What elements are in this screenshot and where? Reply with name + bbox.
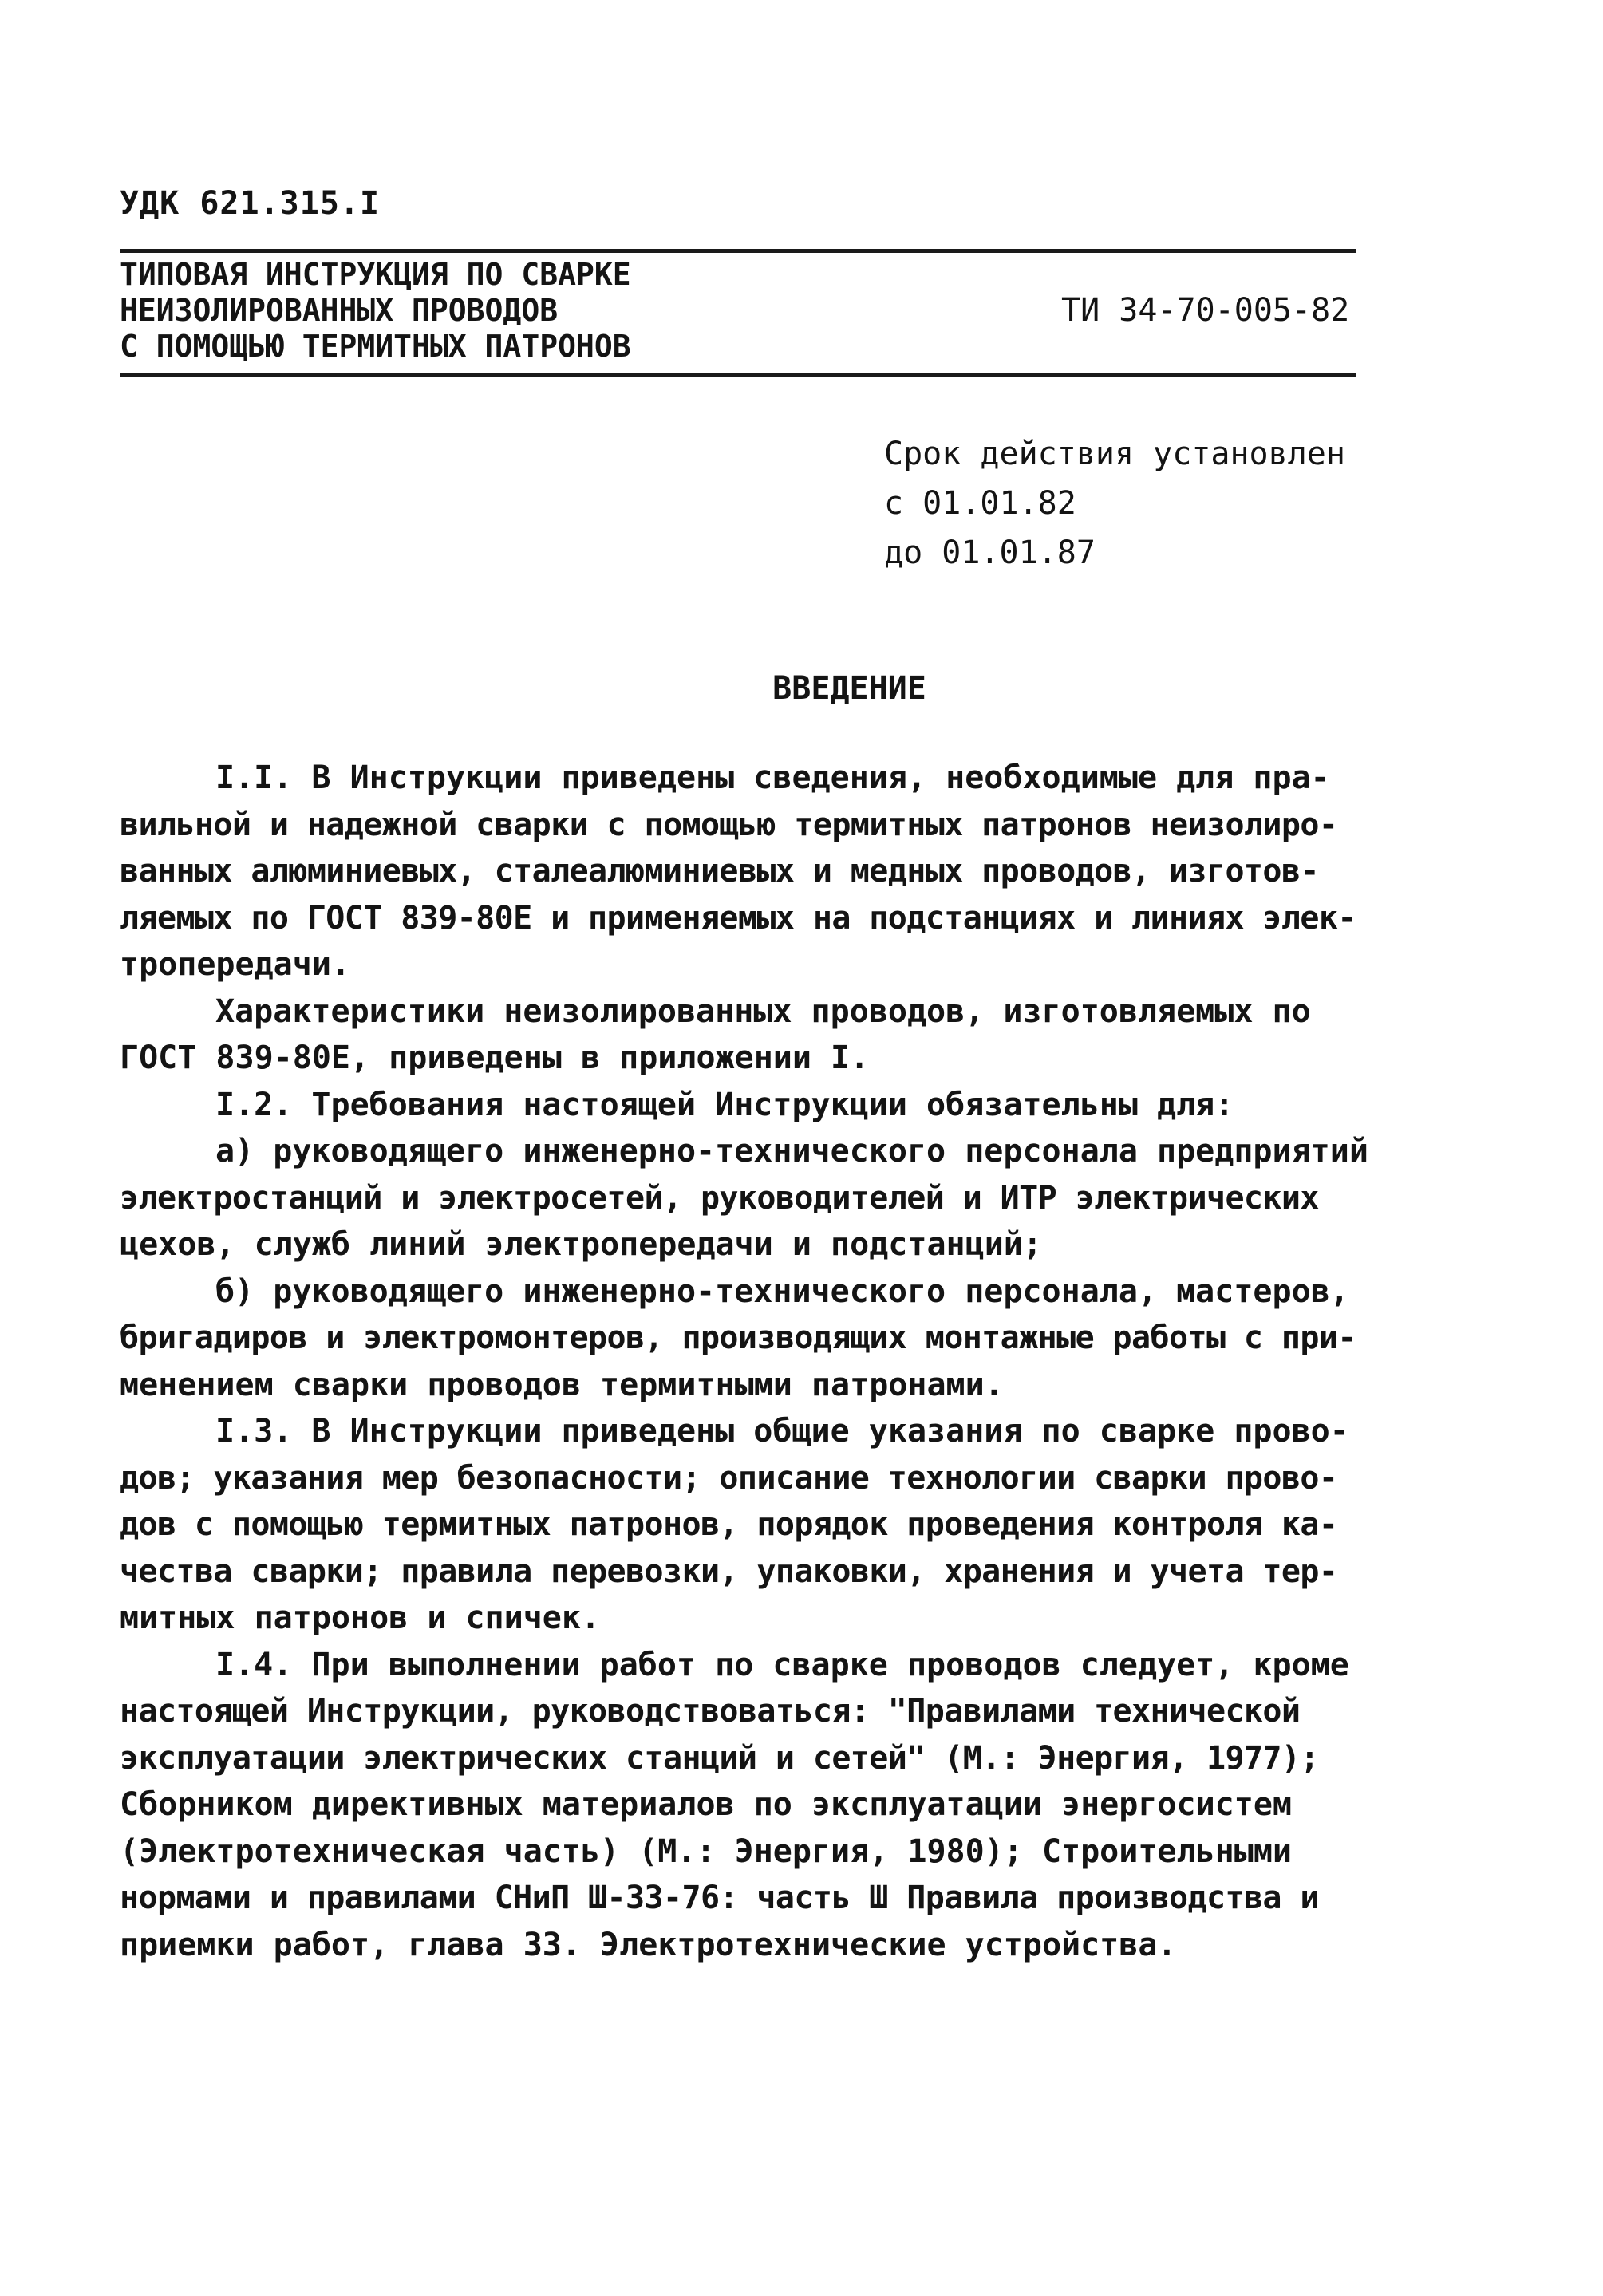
header-rule-top [120,249,1356,253]
body-line: Характеристики неизолированных проводов, изготовляемых по [215,992,1311,1030]
body-line: ляемых по ГОСТ 839-80Е и применяемых на подстанциях и линиях элек- [120,899,1356,937]
body-line: митных патронов и спичек. [120,1600,601,1636]
title-line: С ПОМОЩЬЮ ТЕРМИТНЫХ ПАТРОНОВ [120,329,631,364]
document-title [120,257,631,365]
body-line: Сборником директивных материалов по эксплуатации энергосистем [120,1786,1293,1823]
body-line: I.I. В Инструкции приведены сведения, необходимые для пра- [215,759,1330,796]
body-line: I.2. Требования настоящей Инструкции обязательны для: [215,1086,1234,1123]
body-line: ванных алюминиевых, сталеалюминиевых и медных проводов, изготов- [120,853,1319,890]
body-line: приемки работ, глава 33. Электротехнические устройства. [120,1926,1177,1963]
validity-line: с 01.01.82 [884,485,1076,522]
body-line: а) руководящего инженерно-технического персонала предприятий [215,1133,1368,1170]
validity-line: Срок действия установлен [884,436,1345,472]
body-line: (Электротехническая часть) (М.: Энергия, 1980); Строительными [120,1832,1293,1870]
body-line: I.3. В Инструкции приведены общие указания по сварке прово- [215,1413,1349,1450]
header-rule-bottom [120,373,1356,377]
document-number: ТИ 34-70-005-82 [1061,292,1350,329]
udc-code: УДК 621.315.I [120,185,381,222]
body-line: бригадиров и электромонтеров, производящих монтажные работы с при- [120,1320,1356,1356]
body-line: эксплуатации электрических станций и сетей" (М.: Энергия, 1977); [120,1739,1319,1777]
body-line: I.4. При выполнении работ по сварке проводов следует, кроме [215,1646,1349,1683]
body-line: вильной и надежной сварки с помощью термитных патронов неизолиро- [120,806,1338,843]
title-line: НЕИЗОЛИРОВАННЫХ ПРОВОДОВ [120,293,559,328]
body-line: дов; указания мер безопасности; описание технологии сварки прово- [120,1459,1338,1497]
validity-line: до 01.01.87 [884,535,1096,571]
body-line: менением сварки проводов термитными патронами. [120,1366,1004,1403]
body-line: ГОСТ 839-80Е, приведены в приложении I. [120,1040,870,1076]
body-line: цехов, служб линий электропередачи и подстанций; [120,1226,1042,1263]
body-line: электростанций и электросетей, руководителей и ИТР электрических [120,1179,1319,1217]
section-heading: ВВЕДЕНИЕ [772,670,926,707]
body-line: чества сварки; правила перевозки, упаковки, хранения и учета тер- [120,1552,1338,1590]
body-text [120,755,1380,1968]
body-line: нормами и правилами СНиП Ш-33-76: часть Ш Правила производства и [120,1880,1319,1916]
validity-block [884,429,1345,578]
title-line: ТИПОВАЯ ИНСТРУКЦИЯ ПО СВАРКЕ [120,257,631,292]
body-line: тропередачи. [120,946,350,983]
body-line: настоящей Инструкции, руководствоваться: "Правилами технической [120,1693,1301,1730]
body-line: дов с помощью термитных патронов, порядок проведения контроля ка- [120,1506,1338,1543]
body-line: б) руководящего инженерно-технического персонала, мастеров, [215,1272,1349,1310]
